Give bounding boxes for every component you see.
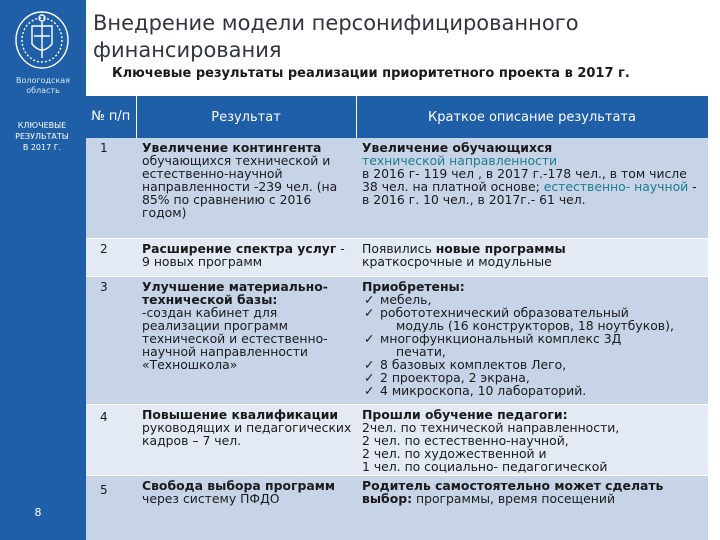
results-table (86, 96, 709, 540)
description-highlight: технической направленности (362, 153, 558, 168)
list-item-text: 4 микроскопа, 10 лабораторий. (380, 382, 587, 398)
row-number: 3 (86, 276, 136, 404)
row-number: 1 (86, 138, 136, 238)
page-number: 8 (34, 506, 42, 519)
result-cell (136, 404, 356, 475)
description-heading: новые программы (435, 240, 566, 256)
page-title: Внедрение модели персонифицированного финансирования (93, 11, 579, 62)
checkmark-icon: ✓ (364, 330, 375, 346)
result-text: -создан кабинет для реализации программ технической и естественно-научной направленности «Техношкола» (142, 304, 328, 372)
result-text: - 9 новых программ (142, 240, 345, 269)
sidebar (0, 0, 86, 540)
list-item-text: печати, (396, 343, 446, 359)
description-text: краткосрочные и модульные (362, 253, 552, 269)
checkmark-icon: ✓ (364, 369, 375, 385)
description-cell (356, 404, 708, 475)
description-line: 1 чел. по социально- педагогической (362, 458, 608, 474)
region-line: Вологодская (16, 76, 70, 85)
sidebar-title-line: В 2017 Г. (22, 143, 62, 152)
table-row (86, 404, 708, 475)
description-line: 2чел. по технической направленности, (362, 419, 620, 435)
result-heading: Расширение спектра услуг (142, 240, 337, 256)
list-item-text: модуль (16 конструкторов, 18 ноутбуков), (396, 317, 674, 333)
description-line: 2 чел. по естественно-научной, (362, 432, 569, 448)
description-line: 2 чел. по художественной и (362, 445, 547, 461)
table-row (86, 138, 708, 238)
column-header-result: Результат (136, 96, 356, 138)
column-header-description: Краткое описание результата (356, 96, 708, 138)
list-item-text: робототехнический образовательный (380, 304, 629, 320)
description-cell (356, 276, 708, 404)
table-row (86, 475, 708, 540)
result-heading: Улучшение материально-технической базы: (142, 278, 328, 307)
description-cell (356, 238, 708, 276)
checkmark-icon: ✓ (364, 382, 375, 398)
result-text: через систему ПФДО (142, 490, 280, 506)
purchase-list (362, 293, 704, 397)
result-heading: Свобода выбора программ (142, 477, 335, 493)
result-heading: Увеличение контингента (142, 140, 322, 155)
column-header-number: № п/п (86, 96, 136, 138)
checkmark-icon: ✓ (364, 291, 375, 307)
description-cell (356, 138, 708, 238)
region-label (0, 76, 86, 96)
result-heading: Повышение квалификации (142, 406, 339, 422)
checkmark-icon: ✓ (364, 356, 375, 372)
result-text: обучающихся технической и естественно-научной направленности -239 чел. (на 85% по сравнению с 2016 годом) (142, 153, 338, 220)
checkmark-icon: ✓ (364, 304, 375, 320)
region-line: область (26, 86, 60, 95)
description-heading: Увеличение обучающихся (362, 140, 553, 155)
description-text: - в 2016 г. 10 чел., в 2017г.- 61 чел. (362, 179, 697, 207)
description-text: Появились (362, 240, 436, 256)
description-heading: Родитель самостоятельно может сделать выбор: (362, 477, 664, 506)
result-text: руководящих и педагогических кадров – 7 чел. (142, 419, 352, 448)
sidebar-title (4, 120, 80, 153)
description-heading: Прошли обучение педагоги: (362, 406, 568, 422)
list-item-text: 2 проектора, 2 экрана, (380, 369, 530, 385)
table-row (86, 238, 708, 276)
list-item (362, 384, 704, 397)
page-subtitle: Ключевые результаты реализации приоритетного проекта в 2017 г. (112, 66, 630, 81)
sidebar-title-line: КЛЮЧЕВЫЕ (17, 121, 67, 130)
sidebar-title-line: РЕЗУЛЬТАТЫ (15, 132, 69, 141)
description-text: в 2016 г- 119 чел , в 2017 г.-178 чел., в том числе 38 чел. на платной основе; (362, 166, 687, 194)
result-cell (136, 238, 356, 276)
list-item-text: многофункциональный комплекс 3Д (380, 330, 622, 346)
description-heading: Приобретены: (362, 278, 465, 294)
row-number: 5 (86, 475, 136, 540)
row-number: 2 (86, 238, 136, 276)
table-header-row (86, 96, 708, 138)
description-text: программы, время посещений (412, 490, 616, 506)
result-cell (136, 475, 356, 540)
result-cell (136, 138, 356, 238)
list-item-text: мебель, (380, 291, 432, 307)
list-item-text: 8 базовых комплектов Лего, (380, 356, 567, 372)
row-number: 4 (86, 404, 136, 475)
table-row (86, 276, 708, 404)
description-highlight: естественно- научной (543, 179, 689, 194)
description-cell (356, 475, 708, 540)
coat-of-arms-icon (12, 8, 72, 72)
result-cell (136, 276, 356, 404)
